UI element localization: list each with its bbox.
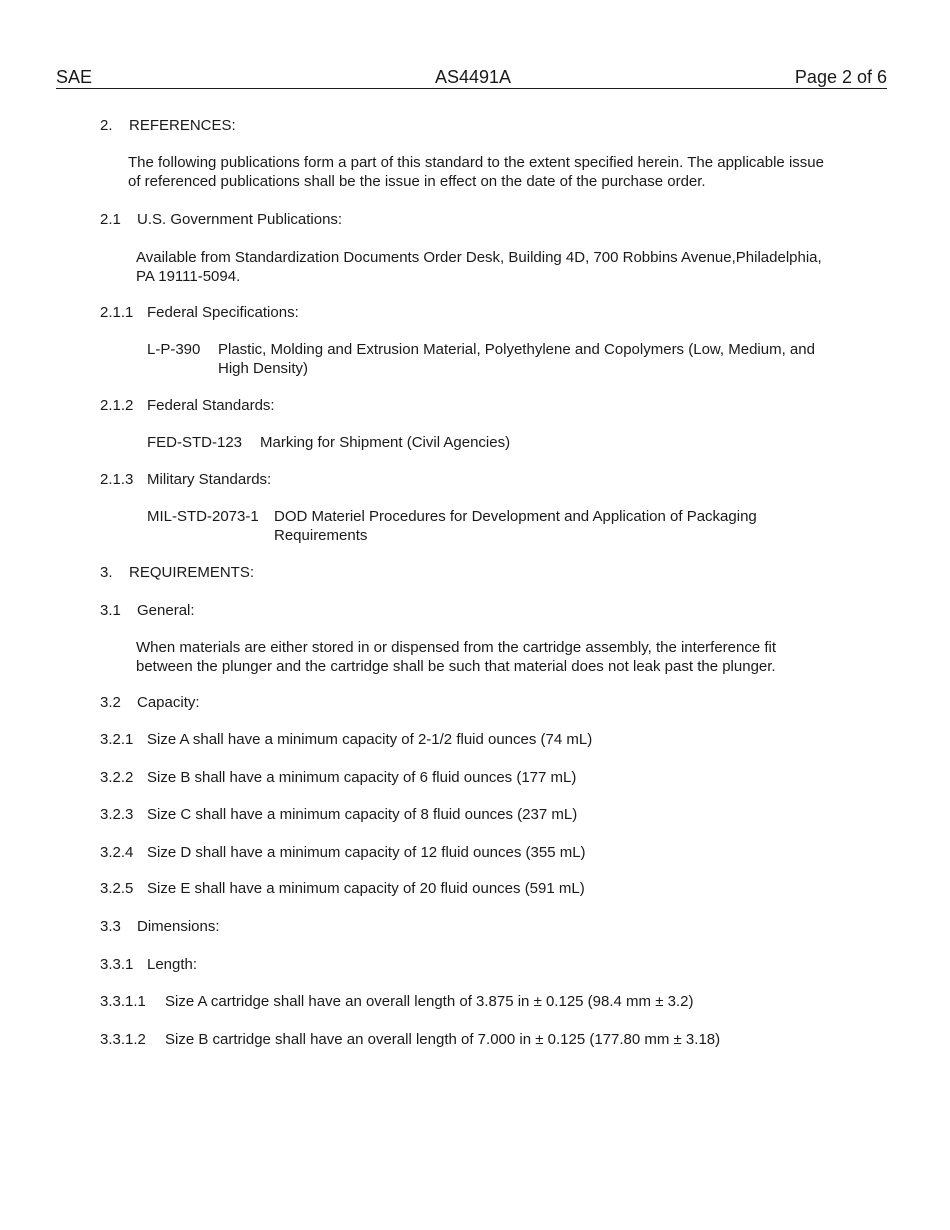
section-number: 3.3.1	[100, 956, 134, 973]
reference-code: L-P-390	[147, 341, 201, 358]
section-3-heading	[100, 563, 255, 582]
section-2-1-1-heading	[100, 303, 299, 322]
section-3-3-1-heading	[100, 955, 198, 974]
item-number: 3.3.1.2	[100, 1031, 146, 1048]
paragraph-line: PA 19111-5094.	[136, 268, 241, 285]
item-number: 3.3.1.1	[100, 993, 146, 1010]
reference-title: Marking for Shipment (Civil Agencies)	[260, 434, 511, 451]
item-text: Size A shall have a minimum capacity of 2-1/2 fluid ounces (74 mL)	[147, 731, 593, 748]
paragraph-line: Available from Standardization Documents Order Desk, Building 4D, 700 Robbins Avenue,Philadelphia,	[136, 249, 822, 266]
section-title: Federal Specifications:	[147, 304, 299, 321]
section-title: U.S. Government Publications:	[137, 211, 343, 228]
item-number: 3.2.5	[100, 880, 134, 897]
section-number: 2.	[100, 117, 113, 134]
item-text: Size C shall have a minimum capacity of 8 fluid ounces (237 mL)	[147, 806, 578, 823]
reference-title-line: Requirements	[274, 527, 368, 544]
list-item	[100, 1030, 721, 1049]
section-title: Length:	[147, 956, 198, 973]
item-number: 3.2.3	[100, 806, 134, 823]
reference-title-line: Plastic, Molding and Extrusion Material, Polyethylene and Copolymers (Low, Medium, and	[218, 341, 815, 358]
section-number: 3.2	[100, 694, 121, 711]
section-3-2-heading	[100, 693, 200, 712]
section-number: 2.1.3	[100, 471, 134, 488]
section-title: Dimensions:	[137, 918, 220, 935]
section-title: General:	[137, 602, 195, 619]
item-text: Size D shall have a minimum capacity of 12 fluid ounces (355 mL)	[147, 844, 586, 861]
section-2-heading	[100, 116, 236, 135]
page-header	[56, 66, 887, 89]
item-text: Size B cartridge shall have an overall length of 7.000 in ± 0.125 (177.80 mm ± 3.18)	[165, 1031, 721, 1048]
item-text: Size E shall have a minimum capacity of 20 fluid ounces (591 mL)	[147, 880, 585, 897]
section-2-1-heading	[100, 210, 343, 229]
section-number: 2.1.1	[100, 304, 134, 321]
section-number: 3.	[100, 564, 113, 581]
reference-code: MIL-STD-2073-1	[147, 508, 259, 525]
section-number: 3.3	[100, 918, 121, 935]
paragraph-line: of referenced publications shall be the issue in effect on the date of the purchase order.	[128, 173, 706, 190]
list-item	[100, 805, 578, 824]
item-number: 3.2.1	[100, 731, 134, 748]
reference-code: FED-STD-123	[147, 434, 243, 451]
item-number: 3.2.4	[100, 844, 134, 861]
section-title: REFERENCES:	[129, 117, 236, 134]
list-item	[100, 730, 593, 749]
reference-title-line: High Density)	[218, 360, 309, 377]
section-title: Federal Standards:	[147, 397, 275, 414]
section-3-1-heading	[100, 601, 195, 620]
section-title: Military Standards:	[147, 471, 272, 488]
header-page-number: Page 2 of 6	[794, 67, 887, 87]
section-2-1-2-heading	[100, 396, 275, 415]
list-item	[100, 768, 577, 787]
section-title: Capacity:	[137, 694, 200, 711]
section-title: REQUIREMENTS:	[129, 564, 255, 581]
section-number: 2.1	[100, 211, 121, 228]
section-number: 3.1	[100, 602, 121, 619]
section-2-1-3-heading	[100, 470, 272, 489]
item-number: 3.2.2	[100, 769, 134, 786]
header-org: SAE	[56, 67, 93, 87]
reference-title-line: DOD Materiel Procedures for Development and Application of Packaging	[274, 508, 757, 525]
paragraph-line: When materials are either stored in or dispensed from the cartridge assembly, the interference fit	[136, 639, 777, 656]
list-item	[100, 843, 586, 862]
section-3-3-heading	[100, 917, 220, 936]
header-doc-number: AS4491A	[435, 67, 512, 87]
item-text: Size B shall have a minimum capacity of 6 fluid ounces (177 mL)	[147, 769, 577, 786]
item-text: Size A cartridge shall have an overall length of 3.875 in ± 0.125 (98.4 mm ± 3.2)	[165, 993, 694, 1010]
paragraph-line: between the plunger and the cartridge shall be such that material does not leak past the plunger.	[136, 658, 776, 675]
list-item	[100, 992, 694, 1011]
list-item	[100, 879, 585, 898]
paragraph-line: The following publications form a part of this standard to the extent specified herein. The applicable issue	[128, 154, 824, 171]
section-number: 2.1.2	[100, 397, 134, 414]
